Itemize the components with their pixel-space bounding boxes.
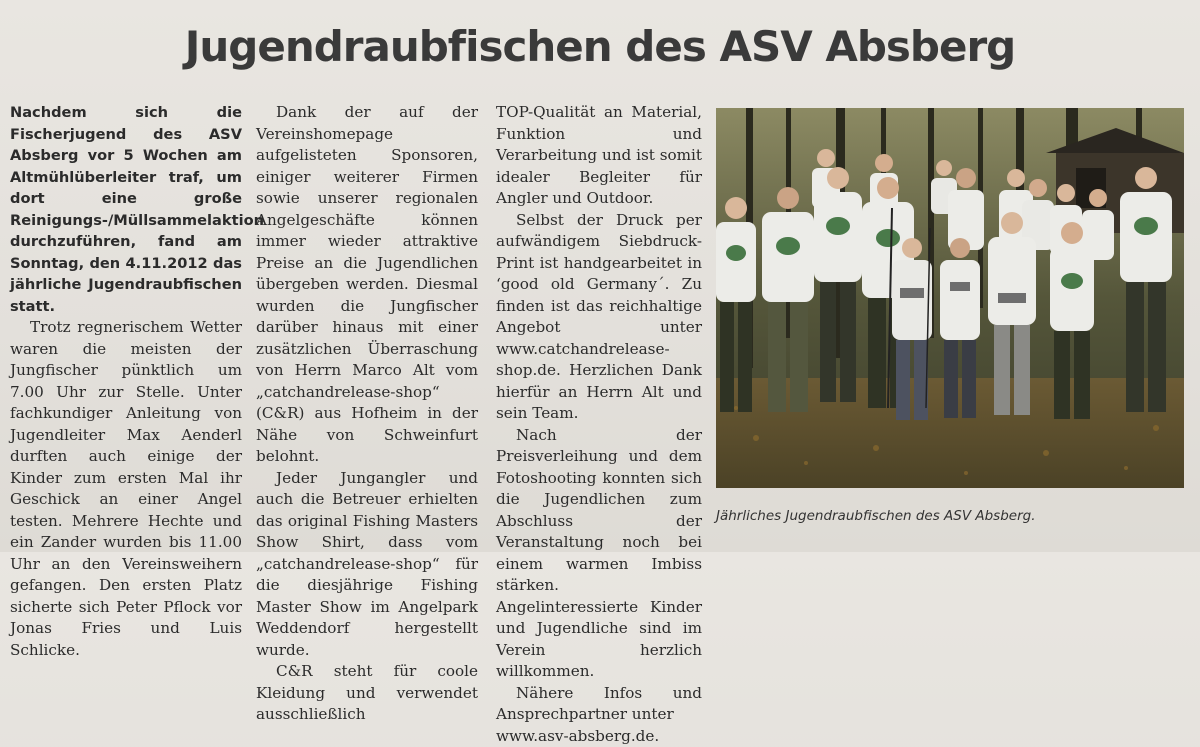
website-url: www.asv-absberg.de. (496, 726, 702, 747)
article-paragraph: C&R steht für coole Kleidung und verwendet ausschließlich (256, 661, 478, 726)
photo-caption: Jährliches Jugendraubfischen des ASV Absberg. (716, 508, 1136, 524)
article-column-3 (496, 102, 702, 747)
article-paragraph: Dank der auf der Vereinshomepage aufgelisteten Sponsoren, einiger weiterer Firmen sowie unserer regionalen Angelgeschäfte können immer wieder attraktive Preise an die Jugendlichen übergeben werden. Diesmal wurden die Jungfischer darüber hinaus mit einer zusätzlichen Überraschung von Herrn Marco Alt vom „catchandrelease-shop“ (C&R) aus Hofheim in der Nähe von Schweinfurt belohnt. (256, 102, 478, 468)
article-paragraph: Trotz regnerischem Wetter waren die meisten der Jungfischer pünktlich um 7.00 Uhr zur Stelle. Unter fachkundiger Anleitung von Jugendleiter Max Aenderl durften auch einige der Kinder zum ersten Mal ihr Geschick an einer Angel testen. Mehrere Hechte und ein Zander wurden bis 11.00 Uhr an den Vereinsweihern gefangen. Den ersten Platz sicherte sich Peter Pflock vor Jonas Fries und Luis Schlicke. (10, 317, 242, 661)
article-paragraph: Nach der Preisverleihung und dem Fotoshooting konnten sich die Jugendlichen zum Abschluss der Veranstaltung noch bei einem warmen Imbiss stärken. Angelinteressierte Kinder und Jugendliche sind im Verein herzlich willkommen. (496, 425, 702, 683)
group-photo-illustration (716, 108, 1184, 488)
group-photo (716, 108, 1184, 488)
article-lead: Nachdem sich die Fischerjugend des ASV Absberg vor 5 Wochen am Altmühlüberleiter traf, um dort eine große Reinigungs-/Müllsammelaktion durchzuführen, fand am Sonntag, den 4.11.2012 das jährliche Jugendraubfischen statt. (10, 102, 242, 317)
article-paragraph: Selbst der Druck per aufwändigem Siebdruck-Print ist handgearbeitet in ‘good old Germany´. Zu finden ist das reichhaltige Angebot unter www.catchandrelease-shop.de. Herzlichen Dank hierfür an Herrn Alt und sein Team. (496, 210, 702, 425)
headline: Jugendraubfischen des ASV Absberg (0, 22, 1200, 71)
article-column-2 (256, 102, 478, 726)
article-paragraph: TOP-Qualität an Material, Funktion und Verarbeitung und ist somit idealer Begleiter für Angler und Outdoor. (496, 102, 702, 210)
article-paragraph: Nähere Infos und Ansprechpartner unter (496, 683, 702, 726)
article-column-1 (10, 102, 242, 661)
article-paragraph: Jeder Jungangler und auch die Betreuer erhielten das original Fishing Masters Show Shirt, dass vom „catchandrelease-shop“ für die diesjährige Fishing Master Show im Angelpark Weddendorf hergestellt wurde. (256, 468, 478, 662)
